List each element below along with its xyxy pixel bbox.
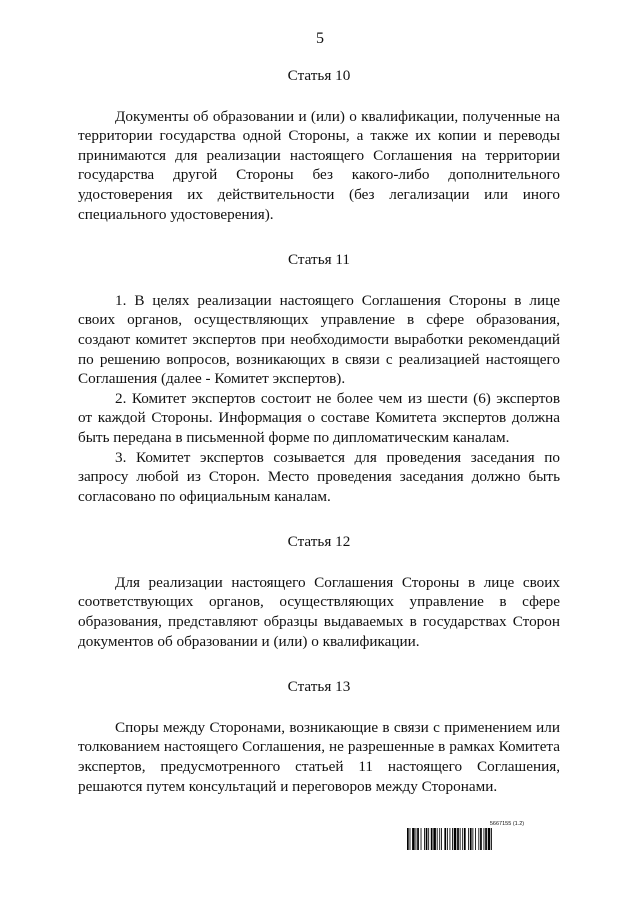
barcode-bar [464, 828, 466, 850]
barcode-bar [475, 828, 476, 850]
page-number: 5 [316, 30, 324, 47]
barcode-bar [478, 828, 479, 850]
article-title: Статья 12 [287, 533, 351, 551]
barcode-block [407, 821, 567, 850]
barcode-bar [480, 828, 482, 850]
article-paragraph: 2. Комитет экспертов состоит не более чем из шести (6) экспертов от каждой Стороны. Информация о составе Комитета экспертов должна быть передана в письменной форме по дипломатическим каналам. [78, 389, 560, 446]
barcode-bar [421, 828, 422, 850]
article-title: Статья 10 [287, 67, 351, 84]
barcode-bar [428, 828, 429, 850]
article-12 [78, 532, 560, 651]
barcode-bar [417, 828, 419, 850]
barcode-bar [472, 828, 473, 850]
barcode-bar [433, 828, 436, 850]
article-13 [78, 677, 560, 796]
article-10 [78, 66, 560, 224]
barcode-bar [484, 828, 485, 850]
barcode-bar [457, 828, 459, 850]
article-paragraph: Документы об образовании и (или) о квалификации, полученные на территории государства одной Стороны, а также их копии и переводы принимаются для реализации настоящего Соглашения на территории государства другой Стороны без какого-либо дополнительного удостоверения их действительности (без легализации или иного специального удостоверения). [78, 107, 560, 223]
barcode-bar [462, 828, 463, 850]
barcode-bar [488, 828, 491, 850]
article-paragraph: Для реализации настоящего Соглашения Стороны в лице своих соответствующих органов, осуществляющих управление в сфере образования, представляют образцы выдаваемых в государствах Сторон документов об образовании и (или) о квалификации. [78, 573, 560, 650]
barcode-label: 5667155 (1.2) [489, 821, 525, 827]
barcode-bar [468, 828, 469, 850]
barcode-bar [439, 828, 440, 850]
barcode-bar [410, 828, 411, 850]
barcode-bar [431, 828, 433, 850]
barcode-bar [447, 828, 448, 850]
barcode-bar [450, 828, 451, 850]
barcode-bar [412, 828, 415, 850]
barcode-bar [441, 828, 442, 850]
barcode-bar [424, 828, 425, 850]
document-body [78, 66, 560, 822]
article-title: Статья 13 [287, 678, 351, 696]
barcode-bar [460, 828, 461, 850]
barcode-bar [491, 828, 492, 850]
barcode-bar [454, 828, 457, 850]
barcode-bar [485, 828, 487, 850]
article-title: Статья 11 [287, 251, 351, 269]
barcode-bar [416, 828, 417, 850]
article-paragraph: 3. Комитет экспертов созывается для проведения заседания по запросу любой из Сторон. Место проведения заседания должно быть согласовано по официальным каналам. [78, 448, 560, 505]
article-paragraph: 1. В целях реализации настоящего Соглашения Стороны в лице своих органов, осуществляющих управление в сфере образования, создают комитет экспертов при необходимости выработки рекомендаций по решению вопросов, возникающих в связи с реализацией настоящего Соглашения (далее - Комитет экспертов). [78, 291, 560, 388]
article-paragraph: Споры между Сторонами, возникающие в связи с применением или толкованием настоящего Соглашения, не разрешенные в рамках Комитета экспертов, предусмотренного статьей 11 настоящего Соглашения, решаются путем консультаций и переговоров между Сторонами. [78, 718, 560, 795]
barcode-bar [452, 828, 453, 850]
barcode-bar [426, 828, 428, 850]
barcode-bar [470, 828, 472, 850]
barcode-icon [407, 828, 567, 850]
barcode-bar [444, 828, 446, 850]
barcode-bar [407, 828, 409, 850]
barcode-bar [437, 828, 438, 850]
article-11 [78, 250, 560, 506]
